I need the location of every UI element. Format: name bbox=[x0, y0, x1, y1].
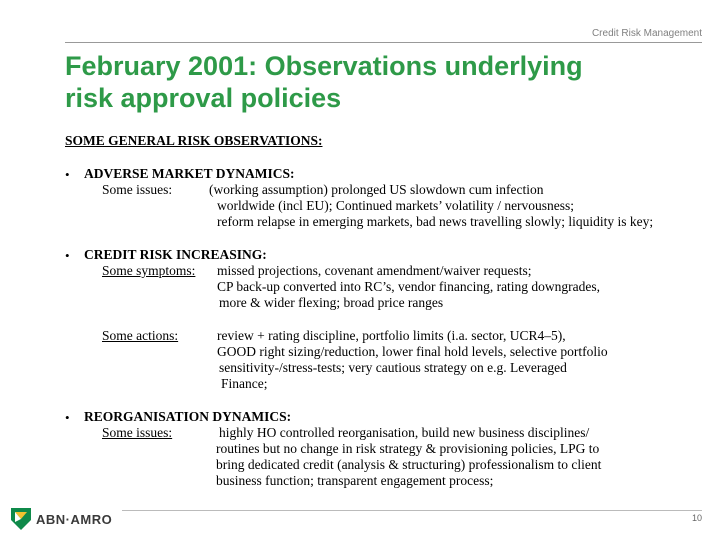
page-number: 10 bbox=[691, 513, 702, 523]
page-title bbox=[65, 50, 685, 114]
header-divider bbox=[65, 42, 702, 43]
bullet-icon: • bbox=[65, 248, 70, 263]
section-heading: SOME GENERAL RISK OBSERVATIONS: bbox=[65, 133, 323, 148]
credit-risk-actions-line: Finance; bbox=[221, 376, 268, 391]
reorganisation-line: bring dedicated credit (analysis & structuring) professionalism to client bbox=[216, 457, 602, 472]
bullet-icon: • bbox=[65, 167, 70, 182]
adverse-market-label: Some issues: bbox=[102, 182, 173, 197]
reorganisation-line: business function; transparent engagement process; bbox=[216, 473, 494, 488]
header-section-label: Credit Risk Management bbox=[591, 28, 702, 39]
page-title-line-1: February 2001: Observations underlying bbox=[65, 51, 583, 81]
adverse-market-line: worldwide (incl EU); Continued markets’ volatility / nervousness; bbox=[217, 198, 575, 213]
credit-risk-symptoms-line: CP back-up converted into RC’s, vendor financing, rating downgrades, bbox=[217, 279, 601, 294]
reorganisation-label: Some issues: bbox=[102, 425, 173, 440]
credit-risk-heading: CREDIT RISK INCREASING: bbox=[84, 247, 267, 262]
reorganisation-heading: REORGANISATION DYNAMICS: bbox=[84, 409, 292, 424]
abn-amro-shield-icon bbox=[10, 507, 32, 531]
abn-amro-logo-text: ABN·AMRO bbox=[36, 512, 113, 527]
credit-risk-actions-line: review + rating discipline, portfolio limits (i.a. sector, UCR4–5), bbox=[217, 328, 566, 343]
credit-risk-actions-label: Some actions: bbox=[102, 328, 179, 343]
credit-risk-symptoms-line: missed projections, covenant amendment/waiver requests; bbox=[217, 263, 532, 278]
credit-risk-symptoms-label: Some symptoms: bbox=[102, 263, 196, 278]
adverse-market-line: reform relapse in emerging markets, bad news travelling slowly; liquidity is key; bbox=[217, 214, 654, 229]
page-title-line-2: risk approval policies bbox=[65, 83, 342, 113]
credit-risk-symptoms-line: more & wider flexing; broad price ranges bbox=[219, 295, 444, 310]
credit-risk-actions-line: GOOD right sizing/reduction, lower final hold levels, selective portfolio bbox=[217, 344, 608, 359]
credit-risk-actions-line: sensitivity-/stress-tests; very cautious strategy on e.g. Leveraged bbox=[219, 360, 567, 375]
reorganisation-line: highly HO controlled reorganisation, build new business disciplines/ bbox=[219, 425, 590, 440]
adverse-market-heading: ADVERSE MARKET DYNAMICS: bbox=[84, 166, 295, 181]
adverse-market-line: (working assumption) prolonged US slowdown cum infection bbox=[209, 182, 544, 197]
bullet-icon: • bbox=[65, 410, 70, 425]
reorganisation-line: routines but no change in risk strategy & provisioning policies, LPG to bbox=[216, 441, 600, 456]
footer-divider bbox=[122, 510, 702, 511]
